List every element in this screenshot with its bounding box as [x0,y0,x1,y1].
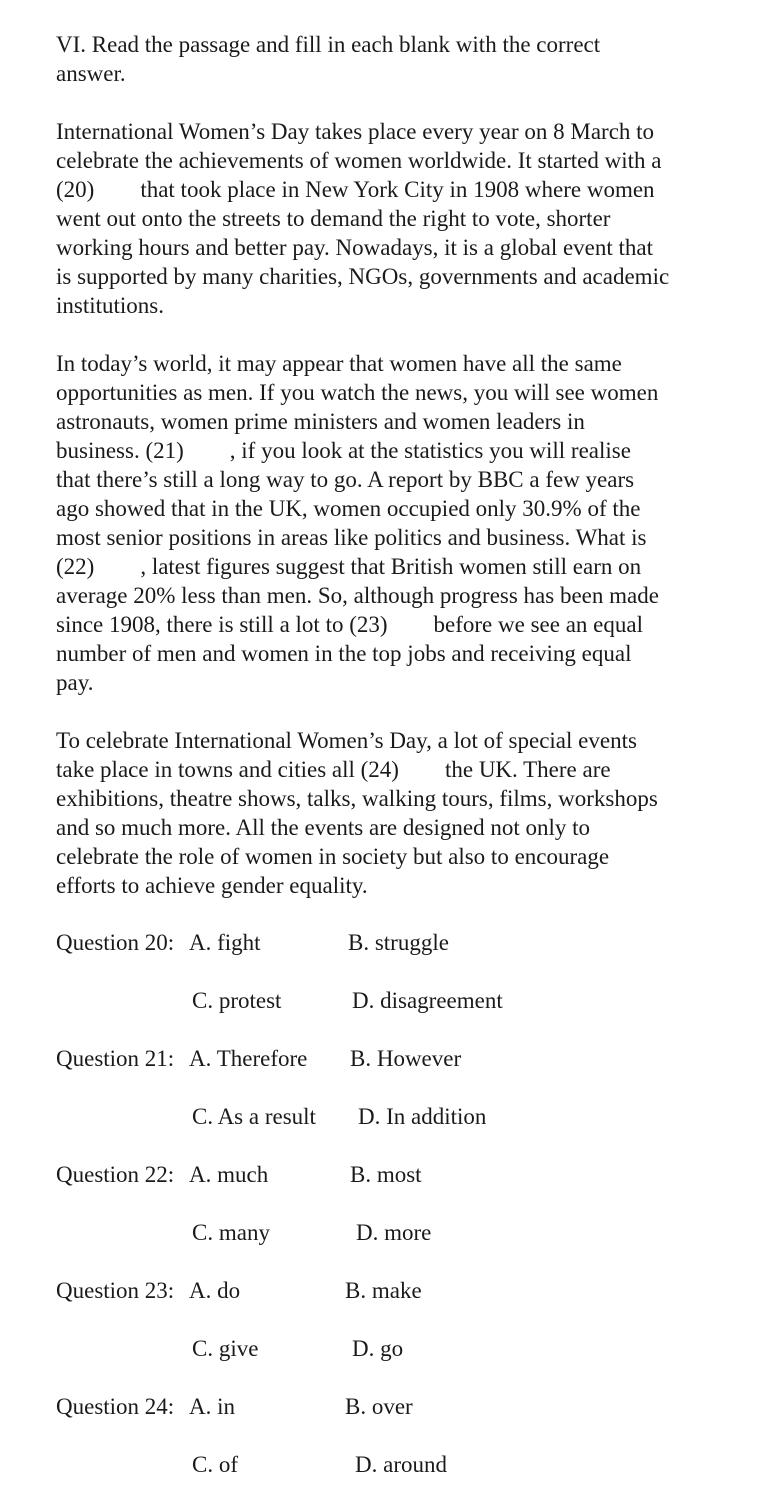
passage-line: celebrate the achievements of women worldwide. It started with a [56,148,662,173]
question-label: Question 20: [56,930,175,955]
question-label: Question 23: [56,1278,175,1303]
option-d[interactable]: D. around [355,1452,447,1477]
option-c[interactable]: C. many [192,1220,270,1245]
option-d[interactable]: D. more [356,1220,432,1245]
question-label: Question 24: [56,1394,175,1419]
option-c[interactable]: C. give [192,1336,259,1361]
section-heading: answer. [56,61,126,86]
option-a[interactable]: A. fight [189,930,261,955]
passage-line: since 1908, there is still a lot to (23) before we see an equal [56,612,643,637]
option-b[interactable]: B. make [345,1278,422,1303]
passage-line: is supported by many charities, NGOs, governments and academic [56,264,670,289]
option-b[interactable]: B. struggle [348,930,449,955]
passage-line: average 20% less than men. So, although progress has been made [56,583,659,608]
option-c[interactable]: C. of [192,1452,238,1477]
question-label: Question 22: [56,1162,175,1187]
passage-line: institutions. [56,293,164,318]
passage-line: ago showed that in the UK, women occupied only 30.9% of the [56,496,641,521]
passage-line: most senior positions in areas like politics and business. What is [56,525,647,550]
passage-line: International Women’s Day takes place every year on 8 March to [56,119,655,144]
option-a[interactable]: A. in [189,1394,235,1419]
passage-line: number of men and women in the top jobs and receiving equal [56,641,632,666]
passage-line: In today’s world, it may appear that women have all the same [56,351,622,376]
passage-line: astronauts, women prime ministers and women leaders in [56,409,585,434]
passage-line: celebrate the role of women in society but also to encourage [56,844,610,869]
passage-line: that there’s still a long way to go. A report by BBC a few years [56,467,635,492]
passage-line: (20) that took place in New York City in 1908 where women [56,177,655,202]
option-d[interactable]: D. go [352,1336,404,1361]
option-b[interactable]: B. most [350,1162,422,1187]
passage-line: and so much more. All the events are designed not only to [56,815,590,840]
passage-line: To celebrate International Women’s Day, a lot of special events [56,728,637,753]
option-b[interactable]: B. However [350,1046,462,1071]
section-heading: VI. Read the passage and fill in each blank with the correct [56,32,601,57]
passage-line: exhibitions, theatre shows, talks, walking tours, films, workshops [56,786,658,811]
passage-line: working hours and better pay. Nowadays, it is a global event that [56,235,654,260]
passage-line: efforts to achieve gender equality. [56,873,368,898]
option-a[interactable]: A. do [189,1278,241,1303]
option-c[interactable]: C. As a result [192,1104,316,1129]
option-c[interactable]: C. protest [192,988,282,1013]
passage-line: pay. [56,670,94,695]
passage-line: opportunities as men. If you watch the news, you will see women [56,380,659,405]
passage-line: business. (21) , if you look at the statistics you will realise [56,438,631,463]
option-d[interactable]: D. In addition [358,1104,487,1129]
passage-line: take place in towns and cities all (24) the UK. There are [56,757,611,782]
option-a[interactable]: A. much [189,1162,269,1187]
question-label: Question 21: [56,1046,175,1071]
passage-line: went out onto the streets to demand the right to vote, shorter [56,206,611,231]
option-d[interactable]: D. disagreement [352,988,503,1013]
option-a[interactable]: A. Therefore [189,1046,308,1071]
option-b[interactable]: B. over [345,1394,413,1419]
passage-line: (22) , latest figures suggest that British women still earn on [56,554,642,579]
